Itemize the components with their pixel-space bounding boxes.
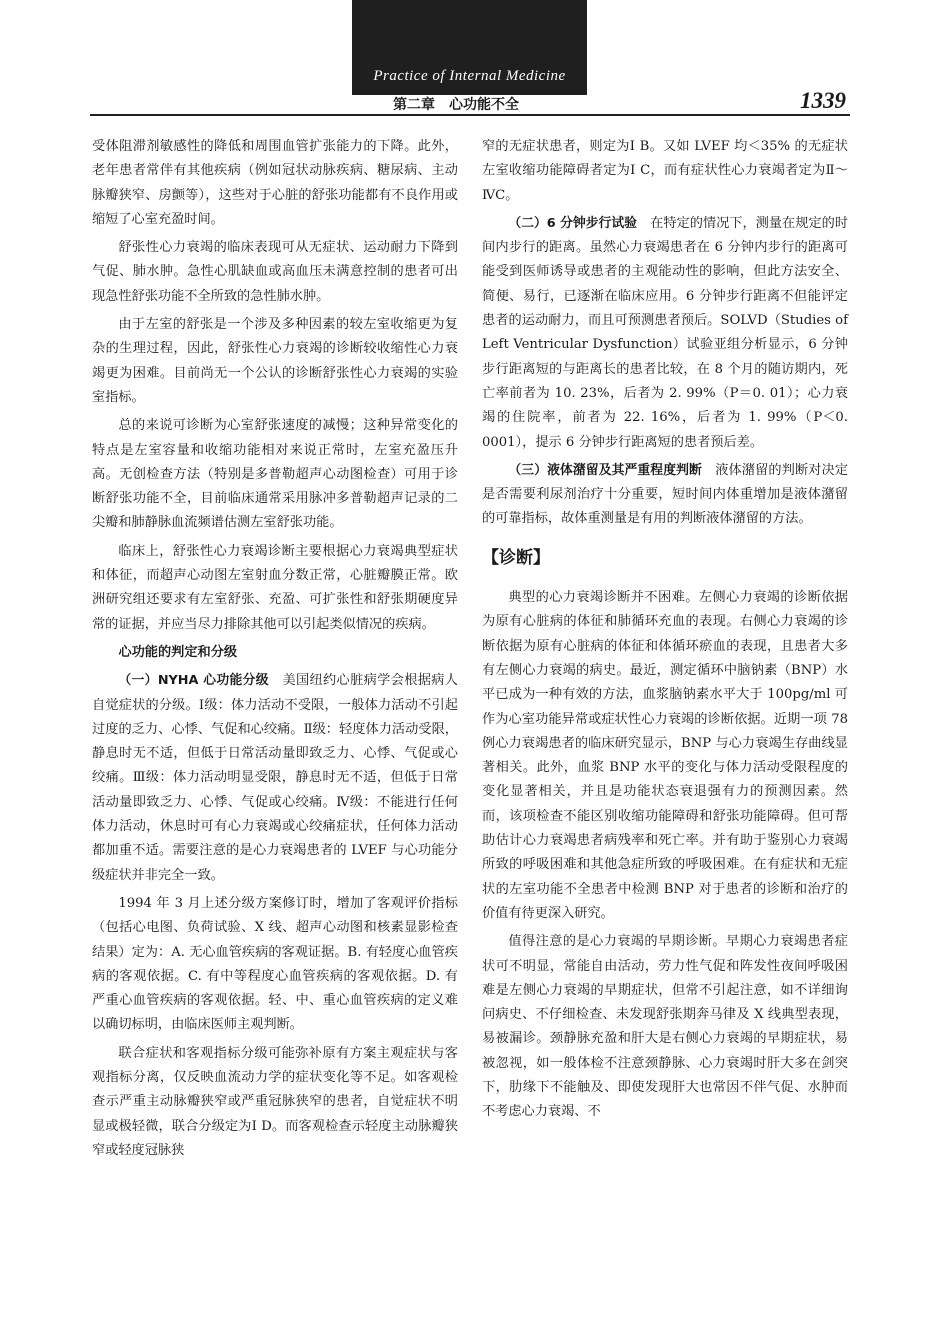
left-column [92, 135, 458, 1167]
page-number: 1339 [800, 88, 846, 113]
header-rule [90, 114, 850, 116]
journal-banner [352, 0, 587, 95]
chapter-title: 第二章 心功能不全 [393, 97, 519, 113]
paragraph: 由于左室的舒张是一个涉及多种因素的较左室收缩更为复杂的生理过程，因此，舒张性心力衰竭的诊断较收缩性心力衰竭更为困难。目前尚无一个公认的诊断舒张性心力衰竭的实验室指标。 [92, 317, 458, 405]
fluid-label: （三）液体潴留及其严重程度判断 [508, 462, 702, 478]
nyha-label: （一）NYHA 心功能分级 [118, 673, 269, 689]
paragraph: 临床上，舒张性心力衰竭诊断主要根据心力衰竭典型症状和体征，而超声心动图左室射血分数正常，心脏瓣膜正常。欧洲研究组还要求有左室舒张、充盈、可扩张性和舒张期硬度异常的证据，并应当尽力排除其他可以引起类似情况的疾病。 [92, 543, 458, 632]
paragraph-fluid [482, 459, 848, 532]
section-title-diagnosis: 【诊断】 [482, 547, 550, 568]
six-minute-label: （二）6 分钟步行试验 [508, 215, 637, 231]
paragraph: 窄的无症状患者，则定为Ⅰ B。又如 LVEF 均＜35% 的无症状左室收缩功能障碍者定为Ⅰ C，而有症状性心力衰竭者定为Ⅱ～ⅣC。 [482, 139, 848, 203]
paragraph-six-minute [482, 212, 848, 455]
paragraph-nyha [92, 669, 458, 888]
paragraph: 1994 年 3 月上述分级方案修订时，增加了客观评价指标（包括心电图、负荷试验、X 线、超声心动图和核素显影检查结果）定为：A. 无心血管疾病的客观证据。B. 有轻度心血管疾病的客观依据。C. 有中等程度心血管疾病的客观依据。D. 有严重心血管疾病的客观依据。轻、中、重心血管疾病的定义难以确切标明，由临床医师主观判断。 [92, 895, 458, 1033]
journal-title: Practice of Internal Medicine [373, 68, 566, 84]
paragraph: 典型的心力衰竭诊断并不困难。左侧心力衰竭的诊断依据为原有心脏病的体征和肺循环充血的表现。右侧心力衰竭的诊断依据为原有心脏病的体征和体循环瘀血的表现，且患者大多有左侧心力衰竭的病史。最近，测定循环中脑钠素（BNP）水平已成为一种有效的方法，血浆脑钠素水平大于 100pg/ml 可作为心室功能异常或症状性心力衰竭的诊断依据。近期一项 78 例心力衰竭患者的临床研究显示，BNP 与心力衰竭生存曲线显著相关。此外，血浆 BNP 水平的变化与体力活动受限程度的变化显著相关，并且是功能状态衰退强有力的预测因素。然而，该项检查不能区别收缩功能障碍和舒张功能障碍。但可帮助估计心力衰竭患者病残率和死亡率。并有助于鉴别心力衰竭所致的呼吸困难和其他急症所致的呼吸困难。在有症状和无症状的左室功能不全患者中检测 BNP 对于患者的诊断和治疗的价值有待更深入研究。 [482, 590, 848, 921]
nyha-text: 美国纽约心脏病学会根据病人自觉症状的分级。Ⅰ级：体力活动不受限，一般体力活动不引起过度的乏力、心悸、气促和心绞痛。Ⅱ级：轻度体力活动受限，静息时无不适，但低于日常活动量即致乏力、心悸、气促或心绞痛。Ⅲ级：体力活动明显受限，静息时无不适，但低于日常活动量即致乏力、心悸、气促或心绞痛。Ⅳ级：不能进行任何体力活动，休息时可有心力衰竭或心绞痛症状，任何体力活动都加重不适。需要注意的是心力衰竭患者的 LVEF 与心功能分级症状并非完全一致。 [92, 673, 458, 883]
paragraph: 总的来说可诊断为心室舒张速度的减慢；这种异常变化的特点是左室容量和收缩功能相对来说正常时，左室充盈压升高。无创检查方法（特别是多普勒超声心动图检查）可用于诊断舒张功能不全，目前临床通常采用脉冲多普勒超声记录的二尖瓣和肺静脉血流频谱估测左室舒张功能。 [92, 418, 458, 531]
right-column [482, 135, 848, 1129]
subheading: 心功能的判定和分级 [118, 644, 238, 660]
paragraph: 受体阻滞剂敏感性的降低和周围血管扩张能力的下降。此外，老年患者常伴有其他疾病（例如冠状动脉疾病、糖尿病、主动脉瓣狭窄、房颤等），这些对于心脏的舒张功能都有不良作用或缩短了心室充盈时间。 [92, 139, 458, 227]
paragraph: 舒张性心力衰竭的临床表现可从无症状、运动耐力下降到气促、肺水肿。急性心肌缺血或高血压未满意控制的患者可出现急性舒张功能不全所致的急性肺水肿。 [92, 240, 458, 304]
paragraph: 联合症状和客观指标分级可能弥补原有方案主观症状与客观指标分离，仅反映血流动力学的症状变化等不足。如客观检查示严重主动脉瓣狭窄或严重冠脉狭窄的患者，自觉症状不明显或极轻微，联合分级定为Ⅰ D。而客观检查示轻度主动脉瓣狭窄或轻度冠脉狭 [92, 1045, 458, 1158]
paragraph: 值得注意的是心力衰竭的早期诊断。早期心力衰竭患者症状可不明显，常能自由活动，劳力性气促和阵发性夜间呼吸困难是左侧心力衰竭的早期症状，但常不引起注意，如不详细询问病史、不仔细检查、未发现舒张期奔马律及 X 线典型表现，易被漏诊。颈静脉充盈和肝大是右侧心力衰竭的早期症状，易被忽视，如一般体检不注意颈静脉、心力衰竭时肝大多在剑突下，肋缘下不能触及、即使发现肝大也常因不伴气促、水肿而不考虑心力衰竭、不 [482, 934, 848, 1120]
six-minute-text: 在特定的情况下，测量在规定的时间内步行的距离。虽然心力衰竭患者在 6 分钟内步行的距离可能受到医师诱导或患者的主观能动性的影响，但此方法安全、简便、易行，已逐渐在临床应用。6 分钟步行距离不但能评定患者的运动耐力，而且可预测患者预后。SOLVD（Studies of Left Ventricular Dysfunction）试验亚组分析显示，6 分钟步行距离短的与距离长的患者比较，在 8 个月的随访期内，死亡率前者为 10. 23%，后者为 2. 99%（P＝0. 01）；心力衰竭的住院率，前者为 22. 16%，后者为 1. 99%（P＜0. 0001），提示 6 分钟步行距离短的患者预后差。 [482, 215, 849, 450]
fluid-text: 液体潴留的判断对决定是否需要利尿剂治疗十分重要，短时间内体重增加是液体潴留的可靠指标，故体重测量是有用的判断液体潴留的方法。 [482, 462, 849, 527]
